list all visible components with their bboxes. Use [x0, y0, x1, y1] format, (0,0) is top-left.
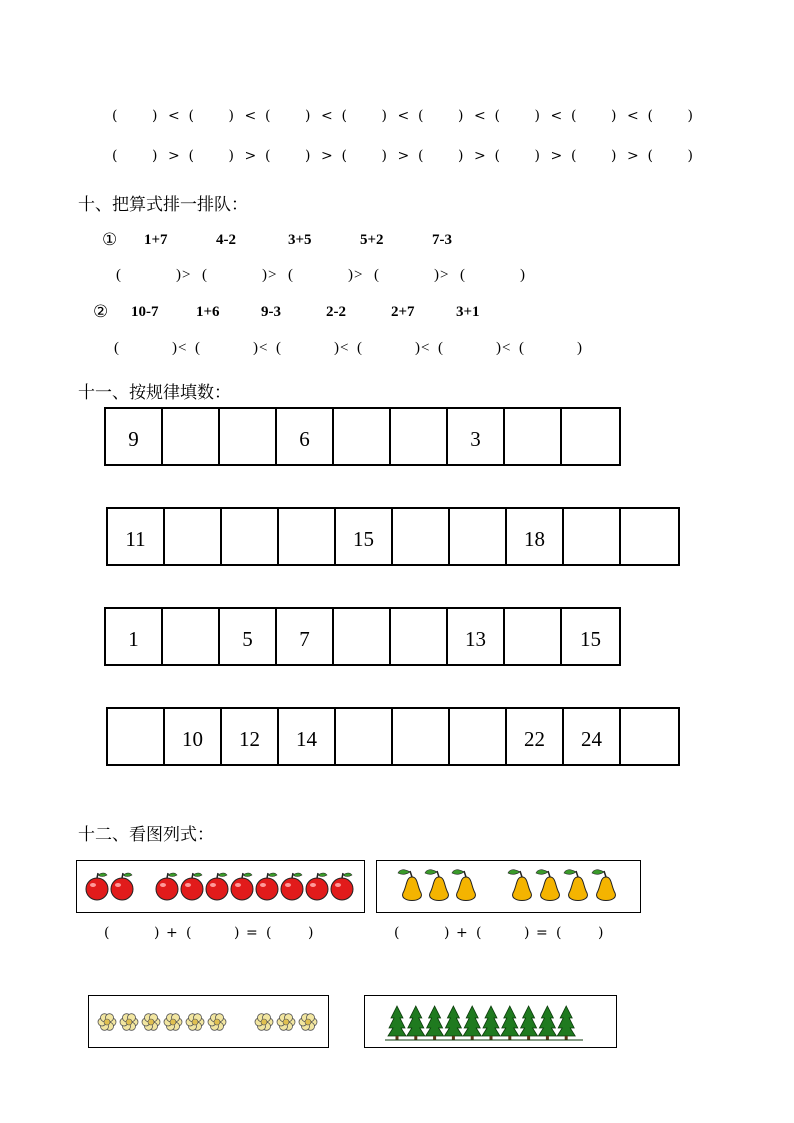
paren-close: )	[434, 267, 439, 283]
apple-icon	[306, 873, 328, 900]
paren-close: )	[305, 108, 311, 124]
expression: 4-2	[216, 232, 236, 248]
paren-open: (	[476, 925, 482, 941]
grid-cell: 12	[222, 709, 279, 764]
paren-close: )	[496, 340, 501, 356]
plus-sign: +	[456, 925, 468, 941]
less-than-row	[0, 108, 794, 128]
paren-close: )	[534, 108, 540, 124]
grid-cell	[334, 409, 391, 464]
less-than-sign: <	[502, 340, 511, 356]
number-pattern-grid-2	[106, 507, 680, 566]
paren-open: (	[265, 148, 271, 164]
paren-close: )	[234, 925, 240, 941]
paren-close: )	[152, 108, 158, 124]
expression: 2-2	[326, 304, 346, 320]
grid-cell: 14	[279, 709, 336, 764]
pear-icon	[564, 870, 587, 901]
flower-icon	[299, 1014, 317, 1031]
tree-pictures	[365, 996, 616, 1047]
paren-close: )	[577, 340, 582, 356]
grid-cell	[279, 509, 336, 564]
paren-close: )	[348, 267, 353, 283]
paren-open: (	[374, 267, 379, 283]
apple-icon	[111, 873, 133, 900]
grid-cell: 11	[108, 509, 165, 564]
grid-cell	[450, 709, 507, 764]
tree-icon	[407, 1006, 425, 1040]
paren-open: (	[112, 148, 118, 164]
section-10-title: 十、把算式排一排队：	[78, 195, 248, 215]
flower-icon	[255, 1014, 273, 1031]
grid-cell: 15	[336, 509, 393, 564]
paren-open: (	[494, 108, 500, 124]
pear-icon	[536, 870, 559, 901]
paren-close: )	[152, 148, 158, 164]
tree-icon	[538, 1006, 556, 1040]
paren-close: )	[305, 148, 311, 164]
less-than-sign: <	[550, 108, 563, 124]
greater-than-sign: >	[354, 267, 363, 283]
greater-than-sign: >	[244, 148, 257, 164]
greater-than-sign: >	[321, 148, 333, 164]
grid-cell	[163, 609, 220, 664]
apple-icon	[331, 873, 353, 900]
grid-cell: 18	[507, 509, 564, 564]
greater-than-sign: >	[397, 148, 410, 164]
grid-cell	[450, 509, 507, 564]
tree-icon	[482, 1006, 500, 1040]
grid-cell: 22	[507, 709, 564, 764]
paren-close: )	[611, 108, 617, 124]
paren-open: (	[186, 925, 192, 941]
grid-cell	[220, 409, 277, 464]
greater-than-row	[0, 148, 794, 168]
expression: 5+2	[360, 232, 384, 248]
tree-icon	[444, 1006, 462, 1040]
grid-cell	[562, 409, 619, 464]
tree-icon	[520, 1006, 538, 1040]
greater-than-sign: >	[268, 267, 277, 283]
less-than-sign: <	[421, 340, 430, 356]
flower-icon	[164, 1014, 182, 1031]
grid-cell: 1	[106, 609, 163, 664]
paren-close: )	[154, 925, 160, 941]
paren-open: (	[571, 108, 577, 124]
order-line-2	[0, 340, 794, 362]
apple-icon	[256, 873, 278, 900]
grid-cell	[393, 509, 450, 564]
paren-close: )	[415, 340, 420, 356]
apple-pictures	[77, 861, 364, 912]
apple-icon	[231, 873, 253, 900]
tree-icon	[557, 1006, 575, 1040]
paren-open: (	[341, 108, 347, 124]
paren-open: (	[438, 340, 443, 356]
paren-open: (	[494, 148, 500, 164]
paren-open: (	[112, 108, 118, 124]
paren-close: )	[176, 267, 181, 283]
pear-picture-box	[376, 860, 641, 913]
paren-open: (	[556, 925, 562, 941]
expression-group-2	[0, 304, 794, 326]
apple-icon	[281, 873, 303, 900]
paren-open: (	[288, 267, 293, 283]
grid-cell: 3	[448, 409, 505, 464]
less-than-sign: <	[340, 340, 349, 356]
pear-icon	[425, 870, 448, 901]
expression: 3+5	[288, 232, 312, 248]
paren-open: (	[357, 340, 362, 356]
grid-cell	[391, 609, 448, 664]
section-12-title: 十二、看图列式：	[78, 825, 214, 845]
grid-cell: 13	[448, 609, 505, 664]
paren-close: )	[534, 148, 540, 164]
grid-cell	[621, 709, 678, 764]
greater-than-sign: >	[550, 148, 563, 164]
paren-close: )	[381, 108, 387, 124]
tree-icon	[501, 1006, 519, 1040]
grid-cell	[621, 509, 678, 564]
paren-open: (	[265, 108, 271, 124]
grid-cell	[393, 709, 450, 764]
less-than-sign: <	[397, 108, 410, 124]
apple-icon	[156, 873, 178, 900]
paren-open: (	[571, 148, 577, 164]
paren-open: (	[418, 148, 424, 164]
expression-group-1	[0, 232, 794, 254]
flower-icon	[208, 1014, 226, 1031]
greater-than-sign: >	[440, 267, 449, 283]
less-than-sign: <	[474, 108, 486, 124]
paren-close: )	[598, 925, 604, 941]
grid-cell	[222, 509, 279, 564]
paren-open: (	[188, 108, 194, 124]
paren-open: (	[519, 340, 524, 356]
grid-cell: 7	[277, 609, 334, 664]
grid-cell: 24	[564, 709, 621, 764]
paren-close: )	[611, 148, 617, 164]
less-than-sign: <	[178, 340, 187, 356]
apple-icon	[181, 873, 203, 900]
paren-close: )	[381, 148, 387, 164]
grid-cell: 6	[277, 409, 334, 464]
paren-open: (	[460, 267, 465, 283]
less-than-sign: <	[244, 108, 257, 124]
tree-icon	[388, 1006, 406, 1040]
apple-icon	[86, 873, 108, 900]
grid-cell	[505, 409, 562, 464]
paren-open: (	[266, 925, 272, 941]
expression: 7-3	[432, 232, 452, 248]
pear-icon	[452, 870, 475, 901]
paren-open: (	[418, 108, 424, 124]
paren-close: )	[458, 108, 464, 124]
paren-close: )	[172, 340, 177, 356]
paren-close: )	[253, 340, 258, 356]
flower-picture-box	[88, 995, 329, 1048]
paren-open: (	[114, 340, 119, 356]
pear-icon	[592, 870, 615, 901]
flower-pictures	[89, 996, 328, 1047]
equals-sign: =	[536, 925, 548, 941]
paren-close: )	[228, 108, 234, 124]
grid-cell: 5	[220, 609, 277, 664]
paren-close: )	[228, 148, 234, 164]
paren-close: )	[334, 340, 339, 356]
paren-close: )	[520, 267, 525, 283]
paren-open: (	[647, 148, 653, 164]
flower-icon	[186, 1014, 204, 1031]
apple-icon	[206, 873, 228, 900]
grid-cell	[108, 709, 165, 764]
flower-icon	[98, 1014, 116, 1031]
grid-cell	[165, 509, 222, 564]
grid-cell	[334, 609, 391, 664]
number-pattern-grid-3	[104, 607, 621, 666]
number-pattern-grid-4	[106, 707, 680, 766]
expression: 9-3	[261, 304, 281, 320]
paren-open: (	[647, 108, 653, 124]
group-marker: ①	[102, 230, 118, 249]
expression: 1+6	[196, 304, 220, 320]
paren-close: )	[524, 925, 530, 941]
pear-pictures	[377, 861, 640, 912]
grid-cell	[564, 509, 621, 564]
less-than-sign: <	[259, 340, 268, 356]
tree-icon	[463, 1006, 481, 1040]
apple-picture-box	[76, 860, 365, 913]
plus-sign: +	[166, 925, 178, 941]
greater-than-sign: >	[474, 148, 486, 164]
flower-icon	[142, 1014, 160, 1031]
pear-icon	[398, 870, 421, 901]
paren-open: (	[116, 267, 121, 283]
expression: 1+7	[144, 232, 168, 248]
paren-close: )	[262, 267, 267, 283]
flower-icon	[277, 1014, 295, 1031]
paren-close: )	[308, 925, 314, 941]
paren-open: (	[341, 148, 347, 164]
grid-cell: 15	[580, 627, 601, 651]
greater-than-sign: >	[182, 267, 191, 283]
grid-cell	[505, 609, 562, 664]
paren-open: (	[202, 267, 207, 283]
expression: 3+1	[456, 304, 480, 320]
flower-icon	[120, 1014, 138, 1031]
tree-picture-box	[364, 995, 617, 1048]
paren-open: (	[188, 148, 194, 164]
paren-open: (	[195, 340, 200, 356]
less-than-sign: <	[168, 108, 180, 124]
expression: 2+7	[391, 304, 415, 320]
less-than-sign: <	[321, 108, 333, 124]
pear-icon	[508, 870, 531, 901]
grid-cell: 10	[165, 709, 222, 764]
equation-line-pears	[0, 925, 794, 945]
paren-open: (	[394, 925, 400, 941]
paren-close: )	[458, 148, 464, 164]
grid-cell	[391, 409, 448, 464]
paren-close: )	[687, 108, 693, 124]
section-11-title: 十一、按规律填数：	[78, 383, 231, 403]
equals-sign: =	[246, 925, 258, 941]
grid-cell: 9	[106, 409, 163, 464]
order-line-1	[0, 267, 794, 289]
grid-cell	[336, 709, 393, 764]
greater-than-sign: >	[168, 148, 180, 164]
paren-close: )	[444, 925, 450, 941]
expression: 10-7	[131, 304, 159, 320]
less-than-sign: <	[627, 108, 639, 124]
group-marker: ②	[93, 302, 109, 321]
paren-open: (	[104, 925, 110, 941]
grid-cell	[163, 409, 220, 464]
tree-icon	[426, 1006, 444, 1040]
greater-than-sign: >	[627, 148, 639, 164]
number-pattern-grid-1	[104, 407, 621, 466]
paren-open: (	[276, 340, 281, 356]
paren-close: )	[687, 148, 693, 164]
